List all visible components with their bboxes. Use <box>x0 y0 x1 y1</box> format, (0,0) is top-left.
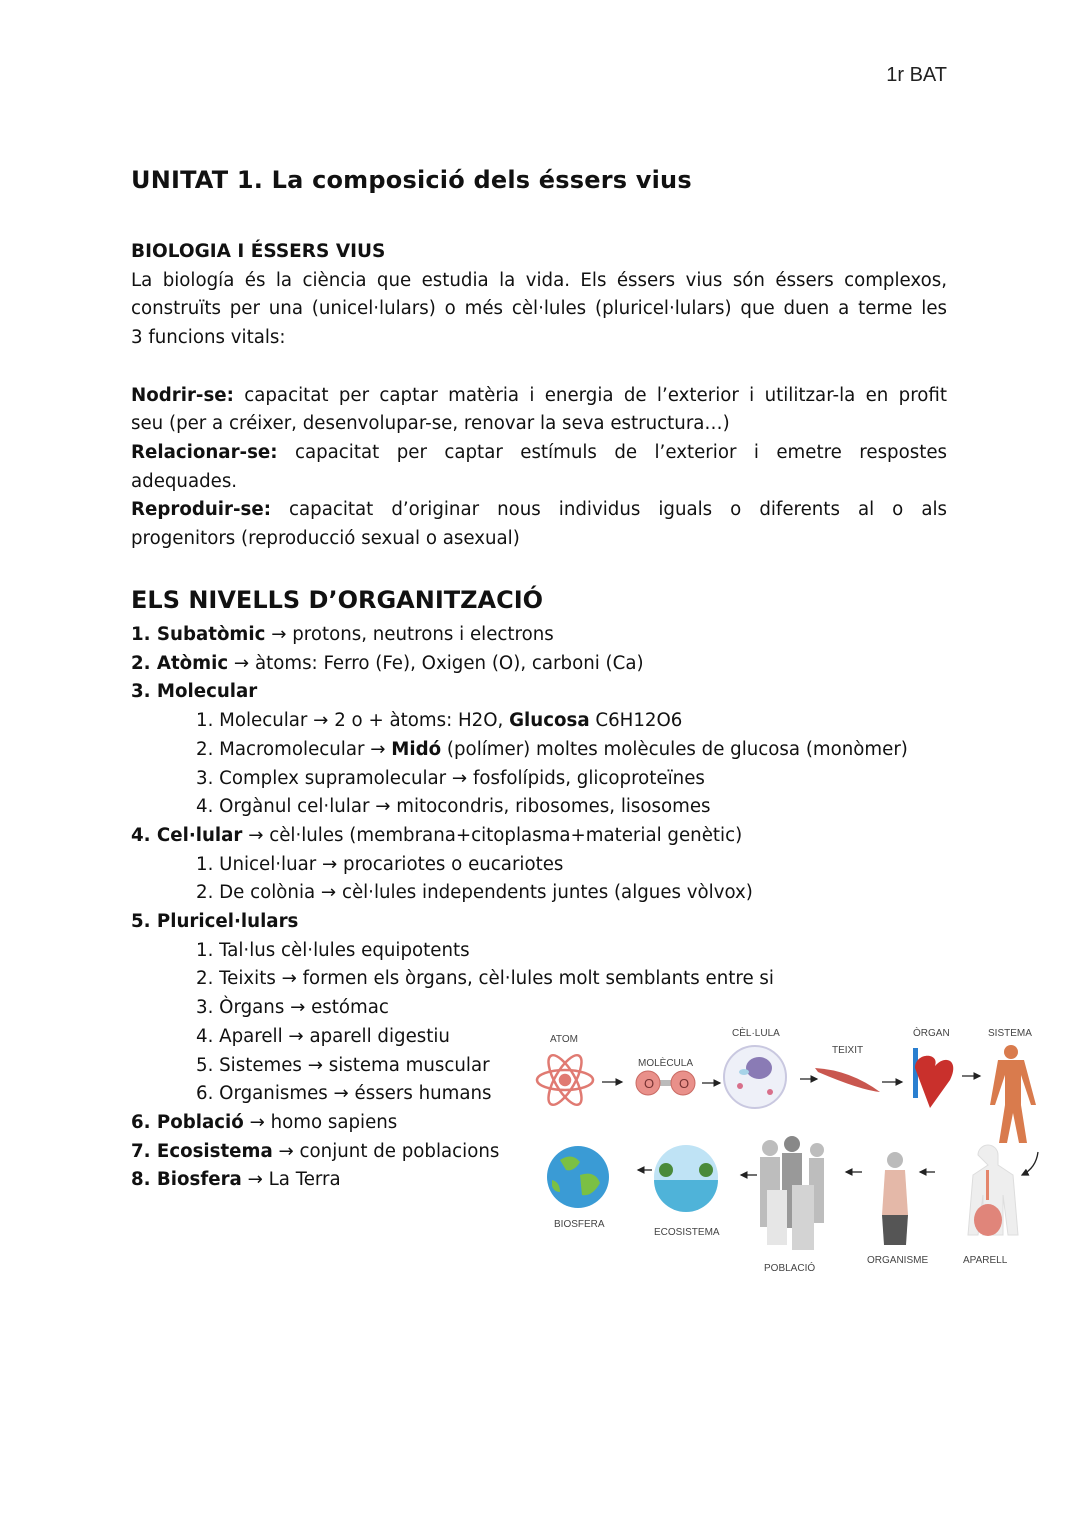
level-item: 4. Cel·lular → cèl·lules (membrana+citoplasma+material genètic) <box>131 824 743 846</box>
sublevel-item: 3. Òrgans → estómac <box>196 997 389 1019</box>
level-item: 2. Atòmic → àtoms: Ferro (Fe), Oxigen (O), carboni (Ca) <box>131 652 644 674</box>
sublevel-item: 1. Tal·lus cèl·lules equipotents <box>196 939 470 961</box>
function-line: progenitors (reproducció sexual o asexual) <box>131 528 520 550</box>
intro-line: La biología és la ciència que estudia la vida. Els éssers vius són éssers complexos, <box>131 269 947 291</box>
level-item: 8. Biosfera → La Terra <box>131 1169 341 1191</box>
label-biosfera: BIOSFERA <box>554 1219 605 1230</box>
page-title: UNITAT 1. La composició dels éssers vius <box>131 166 692 194</box>
label-organisme: ORGANISME <box>867 1255 929 1266</box>
cell-icon <box>724 1046 786 1108</box>
muscle-tissue-icon <box>815 1068 880 1092</box>
heart-icon <box>913 1048 953 1108</box>
label-organ: ÒRGAN <box>913 1028 950 1039</box>
label-cellula: CÈL·LULA <box>732 1028 780 1039</box>
label-poblacio: POBLACIÓ <box>764 1263 816 1274</box>
svg-text:O: O <box>644 1076 655 1091</box>
label-sistema: SISTEMA <box>988 1028 1032 1039</box>
level-item: 1. Subatòmic → protons, neutrons i electrons <box>131 624 554 645</box>
atom-icon <box>537 1051 593 1109</box>
sublevel-item: 2. Teixits → formen els òrgans, cèl·lules molt semblants entre si <box>196 968 774 990</box>
label-ecosistema: ECOSISTEMA <box>654 1227 720 1238</box>
section-biologia <box>131 238 947 554</box>
level-item: 6. Població → homo sapiens <box>131 1111 398 1133</box>
level-item: 5. Pluricel·lulars <box>131 911 299 933</box>
label-molecula: MOLÈCULA <box>638 1058 694 1069</box>
function-nodrir: Nodrir-se: capacitat per captar matèria i energia de l’exterior i utilitzar-la en profit <box>131 384 947 406</box>
intro-line: 3 funcions vitals: <box>131 327 286 349</box>
label-teixit: TEIXIT <box>832 1045 864 1056</box>
label-atom: ATOM <box>550 1034 578 1045</box>
svg-text:O: O <box>679 1076 690 1091</box>
levels-diagram <box>530 1020 1050 1280</box>
level-item: 3. Molecular <box>131 681 258 703</box>
earth-icon <box>547 1146 609 1208</box>
sublevel-item: 2. De colònia → cèl·lules independents juntes (algues vòlvox) <box>196 882 753 904</box>
level-item: 7. Ecosistema → conjunt de poblacions <box>131 1140 500 1162</box>
course-label: 1r BAT <box>886 64 947 86</box>
label-aparell: APARELL <box>963 1255 1008 1266</box>
function-reproduir: Reproduir-se: capacitat d’originar nous individus iguals o diferents al o als <box>131 499 947 521</box>
muscular-system-icon <box>990 1045 1036 1143</box>
sublevel-item: 5. Sistemes → sistema muscular <box>196 1054 490 1076</box>
function-line: adequades. <box>131 470 238 492</box>
organism-icon <box>882 1152 908 1245</box>
population-icon <box>760 1136 824 1250</box>
sublevel-item: 1. Unicel·luar → procariotes o eucariotes <box>196 853 564 875</box>
section-heading: BIOLOGIA I ÉSSERS VIUS <box>131 241 386 262</box>
sublevel-item: 2. Macromolecular → Midó (polímer) moltes molècules de glucosa (monòmer) <box>196 738 908 760</box>
sublevel-item: 6. Organismes → éssers humans <box>196 1083 492 1105</box>
digestive-system-icon <box>968 1145 1018 1236</box>
sublevel-item: 1. Molecular → 2 o + àtoms: H2O, Glucosa C6H12O6 <box>196 710 683 732</box>
function-relacionar: Relacionar-se: capacitat per captar estímuls de l’exterior i emetre respostes <box>131 441 947 463</box>
ecosystem-icon <box>654 1145 718 1212</box>
sublevel-item: 4. Orgànul cel·lular → mitocondris, ribosomes, lisosomes <box>196 796 711 818</box>
molecule-icon <box>636 1071 695 1095</box>
function-line: seu (per a créixer, desenvolupar-se, renovar la seva estructura…) <box>131 413 730 435</box>
sublevel-item: 4. Aparell → aparell digestiu <box>196 1025 450 1047</box>
intro-line: construïts per una (unicel·lulars) o més cèl·lules (pluricel·lulars) que duen a terme les <box>131 298 947 320</box>
sublevel-item: 3. Complex supramolecular → fosfolípids, glicoproteïnes <box>196 767 705 789</box>
section-heading-nivells: ELS NIVELLS D’ORGANITZACIÓ <box>131 586 544 614</box>
